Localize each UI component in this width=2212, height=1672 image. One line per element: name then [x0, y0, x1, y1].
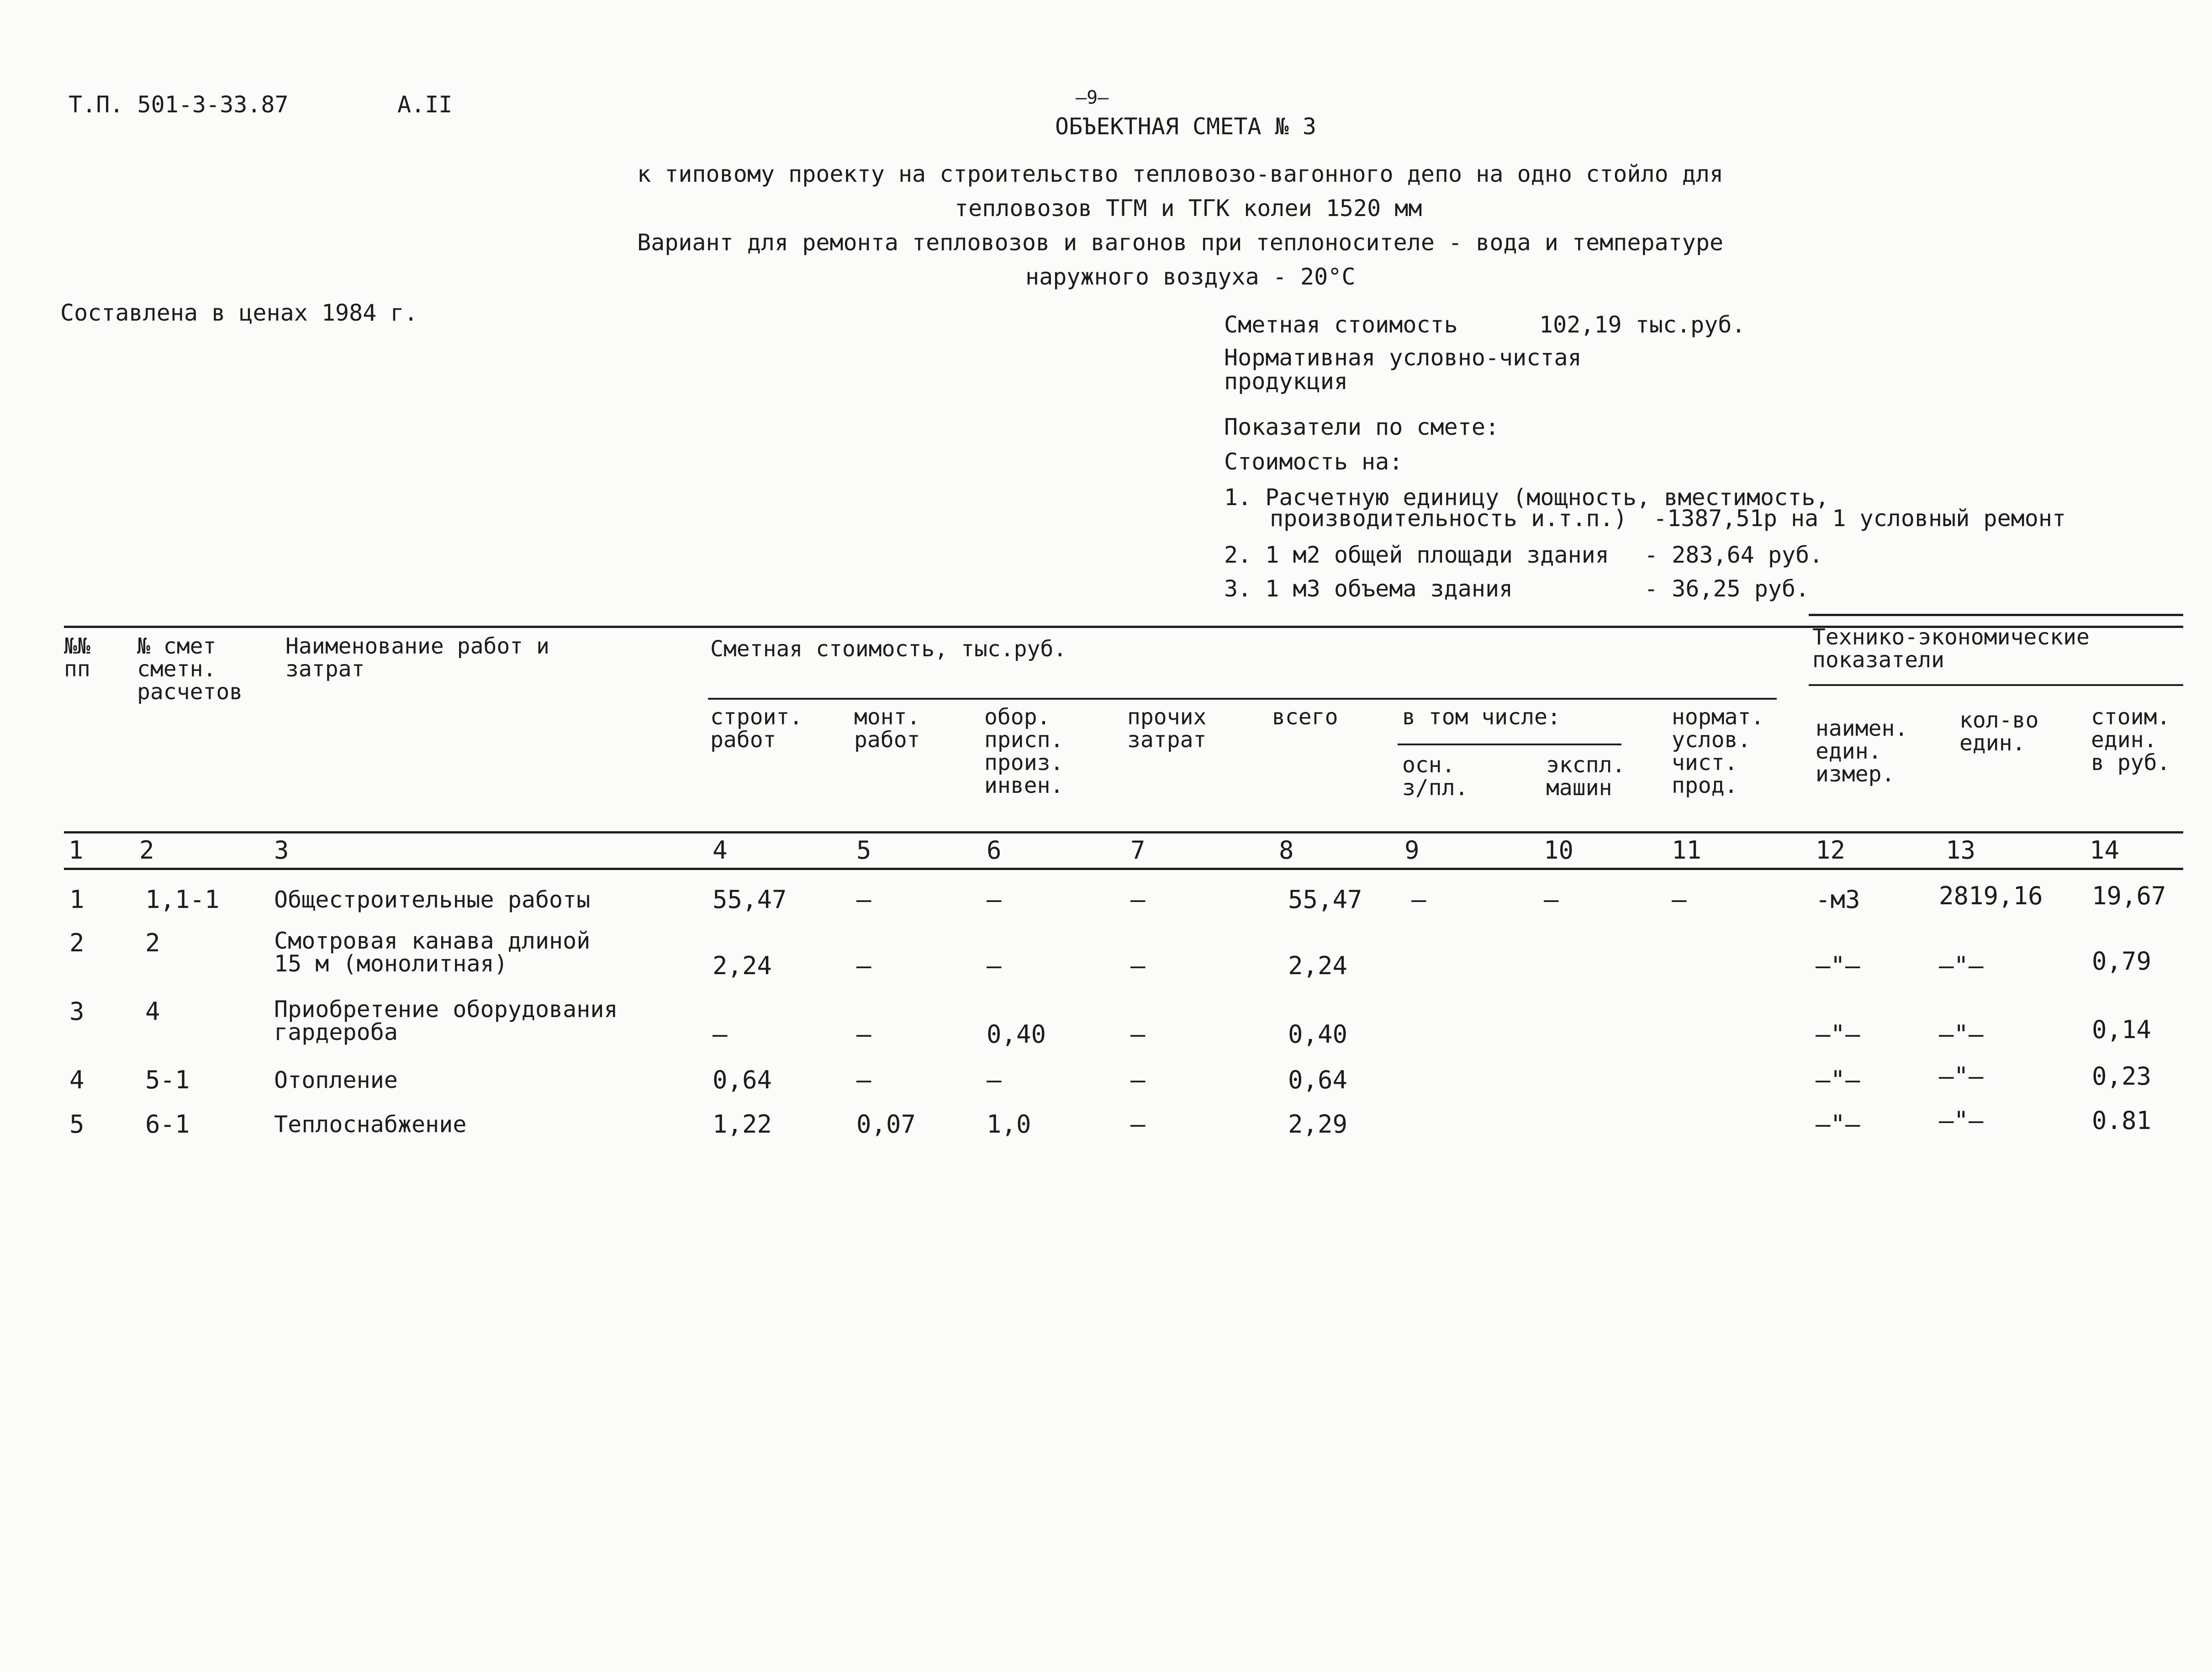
header-including: в том числе: — [1402, 704, 1561, 730]
row-cell-col-11: – — [1672, 885, 1687, 914]
row-number: 4 — [69, 1065, 84, 1094]
row-cell-col-5: – — [856, 885, 871, 914]
row-cell-col-9: – — [1411, 885, 1426, 914]
header-construction: строит. работ — [710, 704, 803, 753]
row-cell-col-6: – — [987, 1065, 1002, 1094]
row-number: 5 — [69, 1110, 84, 1139]
row-cell-col-8: 2,24 — [1288, 951, 1348, 980]
row-estimate-number: 4 — [145, 997, 160, 1026]
column-numbers-rule — [64, 868, 2183, 870]
column-number-12: 12 — [1816, 836, 1846, 865]
header-main-salary: осн. з/пл. — [1402, 752, 1468, 801]
row-number: 3 — [69, 997, 84, 1026]
column-number-2: 2 — [139, 836, 154, 865]
row-cell-col-13: –"– — [1939, 1106, 1984, 1135]
column-number-10: 10 — [1544, 836, 1574, 865]
indicator-item-3-label: 3. 1 м3 объема здания — [1224, 575, 1513, 602]
row-cell-col-7: – — [1130, 1065, 1146, 1094]
column-number-3: 3 — [274, 836, 289, 865]
header-total: всего — [1272, 704, 1338, 730]
row-number: 2 — [69, 928, 84, 957]
row-cell-col-8: 55,47 — [1288, 885, 1362, 914]
header-unit-name: наимен. един. измер. — [1816, 716, 1908, 787]
normative-label-line-1: Нормативная условно-чистая — [1224, 344, 1582, 371]
subtitle-line-2: тепловозов ТГМ и ТГК колеи 1520 мм — [955, 195, 1422, 222]
header-tech-group: Технико-экономические показатели — [1812, 624, 2090, 673]
estimated-cost-label: Сметная стоимость — [1224, 311, 1458, 338]
indicator-item-2-label: 2. 1 м2 общей площади здания — [1224, 542, 1609, 568]
column-number-11: 11 — [1672, 836, 1702, 865]
row-cell-col-7: – — [1130, 1110, 1146, 1139]
estimated-cost-value: 102,19 тыс.руб. — [1539, 311, 1746, 338]
table-top-rule-right — [1809, 614, 2183, 616]
row-cell-col-6: – — [987, 951, 1002, 980]
row-cell-col-5: – — [856, 1065, 871, 1094]
row-cell-col-12: –"– — [1816, 1110, 1860, 1139]
row-name-line-1: Теплоснабжение — [274, 1111, 467, 1138]
row-cell-col-8: 0,40 — [1288, 1020, 1348, 1049]
row-cell-col-4: 2,24 — [713, 951, 772, 980]
row-cell-col-5: – — [856, 1020, 871, 1049]
row-cell-col-7: – — [1130, 885, 1146, 914]
row-name-line-2: гардероба — [274, 1019, 398, 1045]
column-number-4: 4 — [713, 836, 728, 865]
header-machines: экспл. машин — [1546, 752, 1626, 801]
column-number-5: 5 — [856, 836, 871, 865]
project-code: Т.П. 501-3-33.87 — [69, 91, 289, 118]
row-cell-col-6: 0,40 — [987, 1020, 1046, 1049]
row-estimate-number: 1,1-1 — [145, 885, 220, 914]
indicator-item-1-line-1: 1. Расчетную единицу (мощность, вместимость, — [1224, 484, 1829, 511]
document-title: ОБЪЕКТНАЯ СМЕТА № 3 — [1055, 113, 1316, 140]
row-cell-col-8: 0,64 — [1288, 1065, 1348, 1094]
row-cell-col-12: –"– — [1816, 951, 1860, 980]
row-cell-col-5: 0,07 — [856, 1110, 916, 1139]
header-equipment: обор. присп. произ. инвен. — [984, 704, 1064, 798]
header-bottom-rule — [64, 831, 2183, 833]
row-cell-col-12: –"– — [1816, 1065, 1860, 1094]
row-name-line-1: Общестроительные работы — [274, 886, 591, 913]
row-cell-col-13: –"– — [1939, 1020, 1984, 1049]
column-number-13: 13 — [1946, 836, 1976, 865]
column-number-7: 7 — [1130, 836, 1146, 865]
album-number: А.II — [397, 91, 453, 118]
row-estimate-number: 5-1 — [145, 1065, 190, 1094]
row-estimate-number: 2 — [145, 928, 160, 957]
row-cell-col-7: – — [1130, 1020, 1146, 1049]
row-cell-col-4: 55,47 — [713, 885, 787, 914]
row-cell-col-7: – — [1130, 951, 1146, 980]
row-cell-col-10: – — [1544, 885, 1559, 914]
indicators-label: Показатели по смете: — [1224, 414, 1499, 440]
row-cell-col-13: 2819,16 — [1939, 881, 2043, 910]
column-number-6: 6 — [987, 836, 1002, 865]
row-name-line-1: Отопление — [274, 1067, 398, 1093]
subtitle-line-3: Вариант для ремонта тепловозов и вагонов при теплоносителе - вода и температуре — [637, 229, 1724, 256]
including-group-rule — [1398, 744, 1621, 745]
tech-group-rule — [1809, 684, 2183, 686]
page-number: —9— — [1076, 87, 1109, 108]
header-unit-qty: кол-во един. — [1959, 707, 2039, 756]
column-number-9: 9 — [1404, 836, 1420, 865]
row-cell-col-12: –"– — [1816, 1020, 1860, 1049]
row-cell-col-8: 2,29 — [1288, 1110, 1348, 1139]
header-installation: монт. работ — [854, 704, 920, 753]
column-number-8: 8 — [1279, 836, 1294, 865]
normative-label-line-2: продукция — [1224, 368, 1348, 395]
row-cell-col-14: 0,14 — [2092, 1015, 2152, 1044]
column-number-14: 14 — [2090, 836, 2120, 865]
row-name-line-1: Приобретение оборудования — [274, 996, 618, 1023]
row-number: 1 — [69, 885, 84, 914]
row-cell-col-4: 1,22 — [713, 1110, 772, 1139]
subtitle-line-4: наружного воздуха - 20°С — [1025, 264, 1356, 290]
header-cost-group: Сметная стоимость, тыс.руб. — [710, 636, 1067, 662]
header-other: прочих затрат — [1127, 704, 1207, 753]
row-cell-col-14: 0,23 — [2092, 1062, 2152, 1091]
indicator-item-1-value: -1387,51р на 1 условный ремонт — [1653, 505, 2066, 532]
row-cell-col-5: – — [856, 951, 871, 980]
row-cell-col-6: – — [987, 885, 1002, 914]
row-cell-col-6: 1,0 — [987, 1110, 1031, 1139]
cost-on-label: Стоимость на: — [1224, 448, 1403, 475]
row-estimate-number: 6-1 — [145, 1110, 190, 1139]
row-cell-col-14: 19,67 — [2092, 881, 2166, 910]
row-cell-col-14: 0.81 — [2092, 1106, 2152, 1135]
row-cell-col-12: -м3 — [1816, 885, 1860, 914]
indicator-item-2-value: - 283,64 руб. — [1644, 542, 1823, 568]
header-name: Наименование работ и затрат — [285, 633, 549, 682]
indicator-item-1-line-2: производительность и.т.п.) — [1270, 505, 1627, 532]
row-name-line-2: 15 м (монолитная) — [274, 950, 508, 977]
header-normative: нормат. услов. чист. прод. — [1672, 704, 1764, 798]
column-number-1: 1 — [69, 836, 84, 865]
row-cell-col-4: 0,64 — [713, 1065, 772, 1094]
prices-note: Составлена в ценах 1984 г. — [60, 300, 418, 326]
row-cell-col-13: –"– — [1939, 951, 1984, 980]
row-name-line-1: Смотровая канава длиной — [274, 928, 591, 954]
row-cell-col-13: –"– — [1939, 1062, 1984, 1091]
row-cell-col-4: – — [713, 1020, 728, 1049]
header-num: №№ пп — [64, 633, 90, 682]
subtitle-line-1: к типовому проекту на строительство тепловозо-вагонного депо на одно стойло для — [637, 161, 1724, 187]
header-unit-cost: стоим. един. в руб. — [2091, 704, 2170, 775]
indicator-item-3-value: - 36,25 руб. — [1644, 575, 1810, 602]
cost-group-rule — [708, 698, 1777, 700]
header-estimate-num: № смет сметн. расчетов — [137, 633, 243, 705]
row-cell-col-14: 0,79 — [2092, 947, 2152, 976]
